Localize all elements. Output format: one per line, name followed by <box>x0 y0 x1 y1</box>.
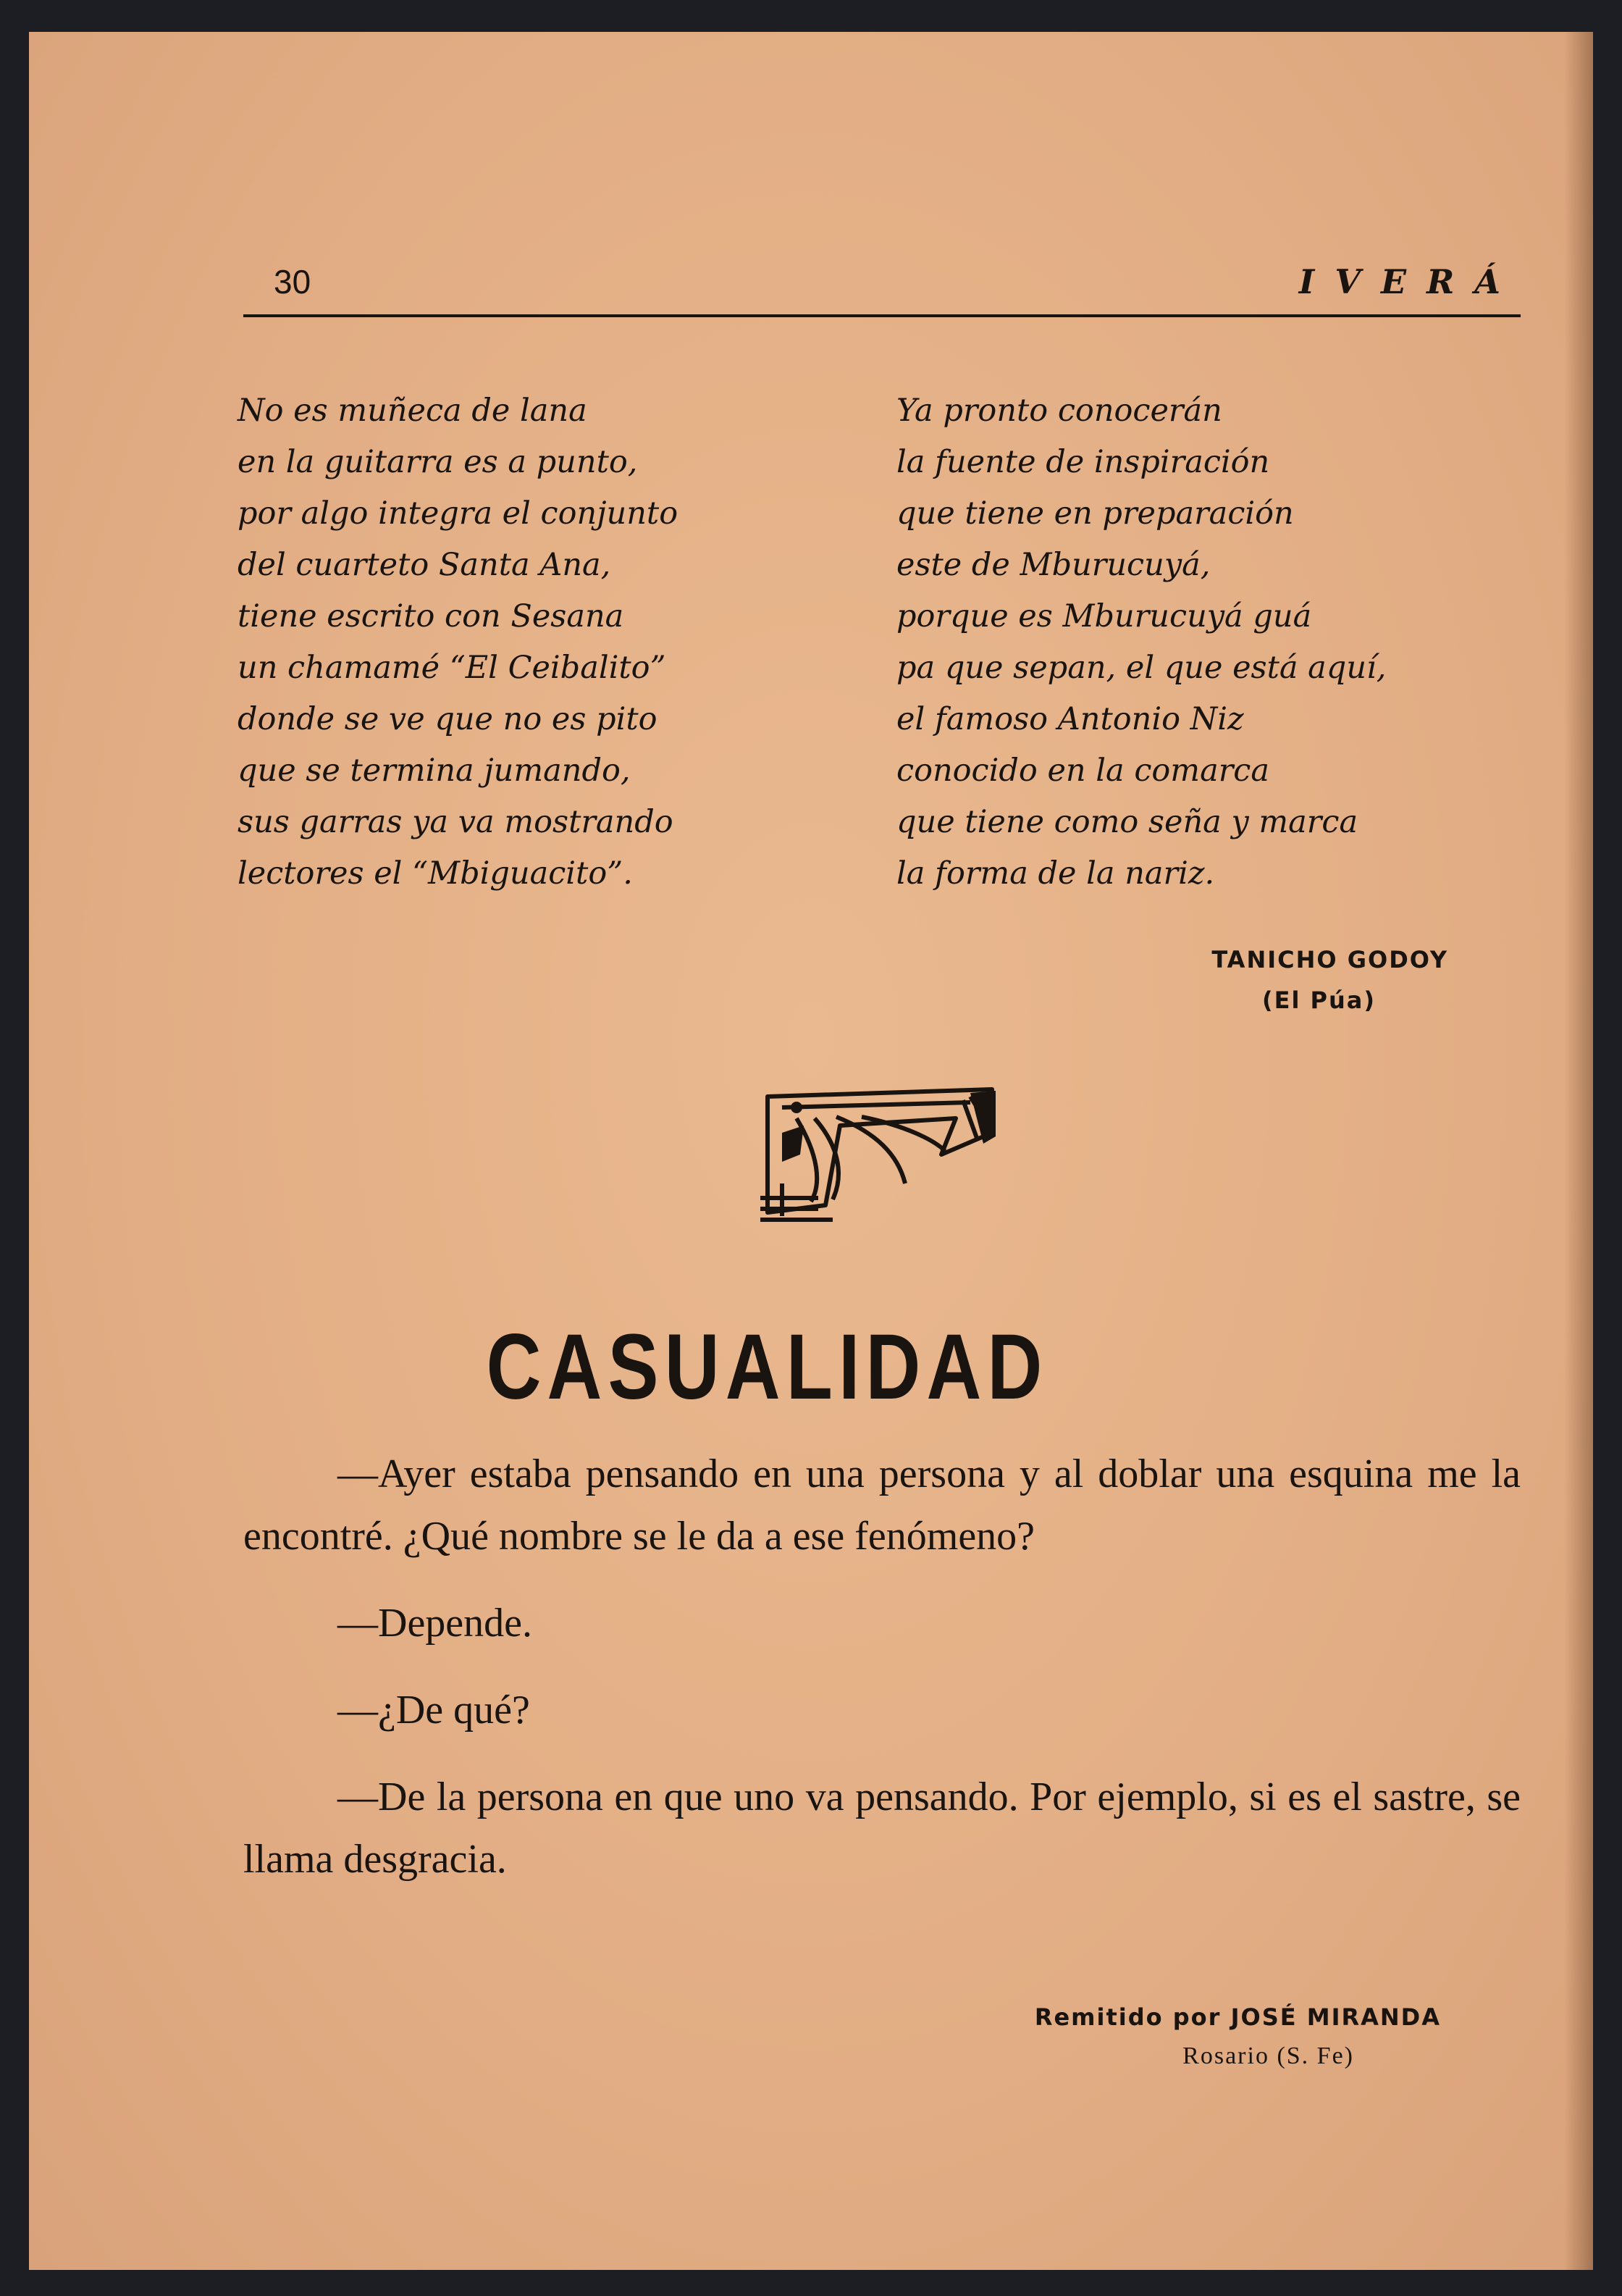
poem-line: pa que sepan, el que está aquí, <box>896 650 1387 686</box>
decorative-vignette-icon <box>753 1075 1007 1241</box>
dialogue-paragraph: —Ayer estaba pensando en una persona y al doblar una esquina me la encontré. ¿Qué nombre se le da a ese fenómeno? <box>243 1451 1521 1559</box>
poem-line: que tiene en preparación <box>896 495 1294 532</box>
poem-line: este de Mburucuyá, <box>896 547 1211 583</box>
poem-line: del cuarteto Santa Ana, <box>238 547 611 583</box>
poem-line: donde se ve que no es pito <box>238 701 657 737</box>
poem-author: TANICHO GODOY <box>1211 946 1448 973</box>
poem-line: Ya pronto conocerán <box>896 393 1222 429</box>
poem-line: un chamamé “El Ceibalito” <box>238 650 666 686</box>
article-title: CASUALIDAD <box>486 1315 1049 1419</box>
poem-line: conocido en la comarca <box>896 753 1269 789</box>
poem-line: la fuente de inspiración <box>896 444 1270 480</box>
page-header <box>243 227 1521 317</box>
article-credit-place: Rosario (S. Fe) <box>1182 2042 1354 2069</box>
dialogue-paragraph: —De la persona en que uno va pensando. Por ejemplo, si es el sastre, se llama desgracia. <box>243 1775 1521 1882</box>
poem-line: No es muñeca de lana <box>238 393 587 429</box>
poem-right-stanza <box>896 385 1386 900</box>
poem-line: sus garras ya va mostrando <box>238 804 673 840</box>
poem-line: en la guitarra es a punto, <box>238 444 638 480</box>
poem-line: lectores el “Mbiguacito”. <box>238 855 633 892</box>
magazine-page <box>29 32 1593 2270</box>
poem-line: por algo integra el conjunto <box>238 495 678 532</box>
poem-line: que se termina jumando, <box>238 753 631 789</box>
poem-left-stanza <box>238 385 678 900</box>
poem-author-alias: (El Púa) <box>1261 986 1376 1014</box>
poem-line: la forma de la nariz. <box>896 855 1215 892</box>
poem-line: el famoso Antonio Niz <box>896 701 1244 737</box>
page-number: 30 <box>274 263 311 301</box>
dialogue-paragraph: —Depende. <box>337 1601 533 1646</box>
poem-line: porque es Mburucuyá guá <box>896 598 1312 634</box>
running-title: IVERÁ <box>1298 262 1521 301</box>
dialogue-paragraph: —¿De qué? <box>337 1688 530 1733</box>
spine-shadow <box>1564 32 1593 2270</box>
poem-line: que tiene como seña y marca <box>896 804 1358 840</box>
article-credit: Remitido por JOSÉ MIRANDA <box>1034 2003 1441 2031</box>
article-body <box>243 1443 1521 1915</box>
poem-line: tiene escrito con Sesana <box>238 598 624 634</box>
